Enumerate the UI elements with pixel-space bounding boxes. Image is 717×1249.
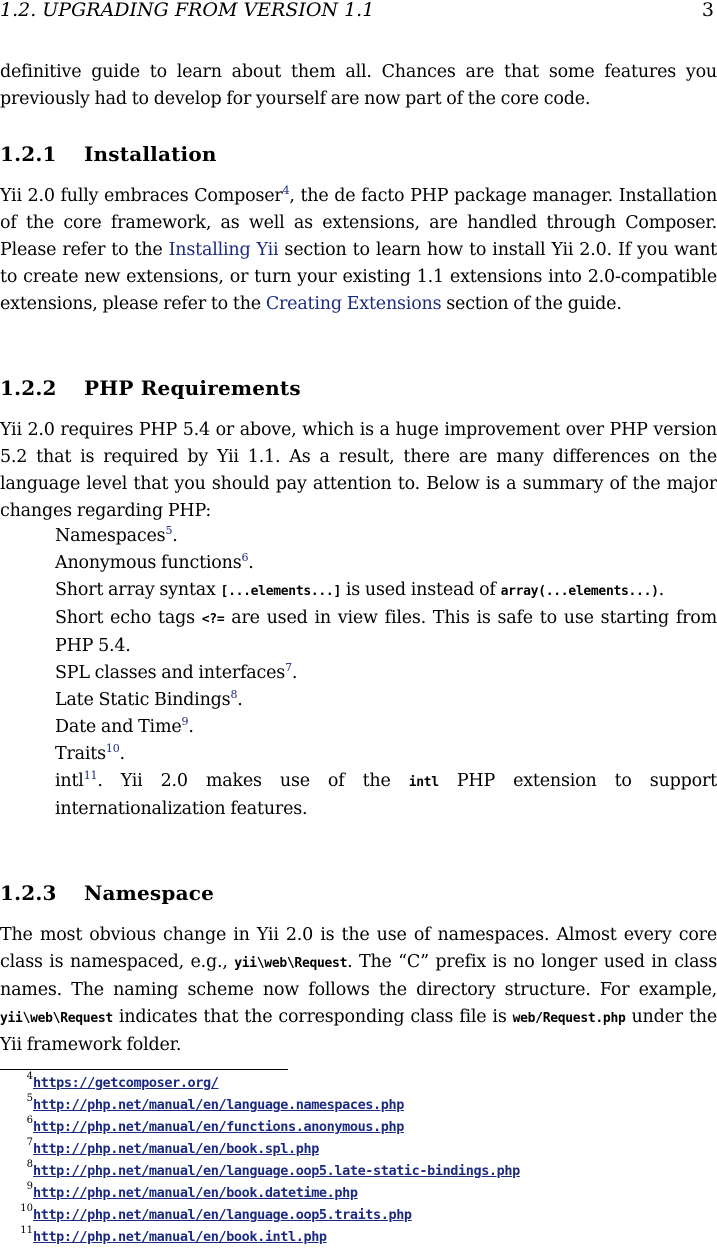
list-item — [55, 605, 717, 660]
item-text: Anonymous functions — [55, 553, 242, 573]
php-requirements-paragraph: Yii 2.0 requires PHP 5.4 or above, which is a huge improvement over PHP version 5.2 that is required by Yii 1.1. As a result, there are many differences on the language level that you should pay attention to. Below is a summary of the major changes regarding PHP: — [0, 420, 717, 521]
code-snippet: [...elements...] — [220, 584, 341, 599]
item-text: is used instead of — [340, 580, 501, 600]
footnote — [0, 1226, 717, 1248]
php-changes-list — [55, 523, 717, 823]
footnote — [0, 1072, 717, 1094]
item-text: Late Static Bindings — [55, 690, 231, 710]
section-heading-php-requirements — [0, 374, 301, 402]
section-title: Installation — [84, 142, 217, 166]
item-text: intl — [55, 771, 84, 791]
list-item — [55, 687, 717, 714]
running-header — [0, 0, 717, 22]
code-snippet: yii\web\Request — [0, 1011, 113, 1026]
code-snippet: web/Request.php — [512, 1011, 626, 1026]
item-text: Traits — [55, 744, 106, 764]
footnote — [0, 1204, 717, 1226]
text-run: , the de facto PHP package manager. Installation of the core framework, as well as extensions, are handled through Composer. Please refer to the — [0, 186, 717, 260]
list-item — [55, 550, 717, 577]
text-run: section of the guide. — [441, 294, 622, 314]
footnote-number: 6 — [26, 1115, 33, 1126]
footnote-number: 5 — [26, 1093, 33, 1104]
item-punct: . — [172, 526, 178, 546]
footnote-ref-10[interactable]: 10 — [105, 742, 120, 756]
text-run: Yii 2.0 fully embraces Composer — [0, 186, 283, 206]
code-snippet: intl — [408, 775, 439, 790]
item-text: SPL classes and interfaces — [55, 663, 286, 683]
list-item — [55, 768, 717, 823]
list-item — [55, 741, 717, 768]
item-punct: . — [188, 717, 194, 737]
list-item — [55, 714, 717, 741]
list-item — [55, 577, 717, 605]
footnote-number: 8 — [26, 1159, 33, 1170]
footnote-ref-11[interactable]: 11 — [83, 769, 98, 783]
section-number: 1.2.1 — [0, 142, 57, 166]
footnote — [0, 1094, 717, 1116]
installation-paragraph — [0, 183, 717, 318]
footnote-rule — [0, 1069, 288, 1070]
footnote-ref-9[interactable]: 9 — [181, 715, 189, 729]
footnote — [0, 1116, 717, 1138]
list-item — [55, 523, 717, 550]
footnote-number: 10 — [20, 1203, 33, 1214]
code-snippet: array(...elements...) — [500, 584, 659, 599]
item-text: Short echo tags — [55, 608, 202, 628]
section-number: 1.2.3 — [0, 881, 57, 905]
section-title: PHP Requirements — [84, 376, 301, 400]
item-text: Date and Time — [55, 717, 182, 737]
footnote-url[interactable]: http://php.net/manual/en/functions.anonymous.php — [33, 1119, 404, 1135]
section-title: Namespace — [84, 881, 215, 905]
code-snippet: <?= — [201, 612, 225, 627]
footnote-ref-5[interactable]: 5 — [165, 524, 173, 538]
footnote-ref-8[interactable]: 8 — [230, 688, 238, 702]
footnote-number: 7 — [26, 1137, 33, 1148]
text-run: indicates that the corresponding class file is — [112, 1007, 513, 1027]
item-punct: . — [237, 690, 243, 710]
text-run: under the Yii framework folder. — [0, 1007, 717, 1055]
creating-extensions-link[interactable]: Creating Extensions — [265, 294, 442, 314]
text-run: section to learn how to install Yii 2.0. If you want to create new extensions, or turn your existing 1.1 extensions into 2.0-compatible extensions, please refer to the — [0, 240, 717, 314]
item-text: Namespaces — [55, 526, 166, 546]
code-snippet: yii\web\Request — [234, 956, 348, 971]
footnote-number: 9 — [26, 1181, 33, 1192]
installing-yii-link[interactable]: Installing Yii — [168, 240, 279, 260]
footnote-number: 11 — [20, 1225, 33, 1236]
footnote-url[interactable]: http://php.net/manual/en/book.datetime.php — [33, 1185, 358, 1201]
section-heading-namespace — [0, 879, 214, 907]
footnote — [0, 1160, 717, 1182]
footnote — [0, 1182, 717, 1204]
footnote — [0, 1138, 717, 1160]
section-heading-installation — [0, 140, 217, 168]
text-run: The most obvious change in Yii 2.0 is the use of namespaces. Almost every core class is namespaced, e.g., — [0, 925, 717, 972]
namespace-paragraph — [0, 922, 717, 1059]
footnote-url[interactable]: http://php.net/manual/en/language.oop5.traits.php — [33, 1207, 412, 1223]
item-text: PHP extension to support internationalization features. — [55, 771, 717, 819]
footnote-ref-6[interactable]: 6 — [241, 551, 249, 565]
footnote-url[interactable]: http://php.net/manual/en/language.oop5.late-static-bindings.php — [33, 1163, 520, 1179]
footnote-url[interactable]: http://php.net/manual/en/book.spl.php — [33, 1141, 319, 1157]
footnotes-list — [0, 1072, 717, 1248]
item-punct: . — [119, 744, 125, 764]
footnote-url[interactable]: https://getcomposer.org/ — [33, 1075, 219, 1091]
intro-paragraph: definitive guide to learn about them all. Chances are that some features you previously had to develop for yourself are now part of the core code. — [0, 62, 717, 109]
item-punct: . — [291, 663, 298, 683]
footnote-ref-4[interactable]: 4 — [282, 184, 290, 198]
item-punct: . — [248, 553, 254, 573]
page-number: 3 — [701, 0, 714, 21]
item-text: are used in view files. This is safe to use starting from PHP 5.4. — [55, 608, 717, 656]
item-text: Short array syntax — [55, 580, 221, 600]
text-run: . The “C” prefix is no longer used in class names. The naming scheme now follows the directory structure. For example, — [0, 952, 717, 1000]
item-punct: . — [658, 580, 665, 600]
footnote-url[interactable]: http://php.net/manual/en/book.intl.php — [33, 1229, 327, 1245]
footnote-number: 4 — [26, 1071, 33, 1082]
footnote-ref-7[interactable]: 7 — [285, 661, 292, 675]
footnote-url[interactable]: http://php.net/manual/en/language.namespaces.php — [33, 1097, 404, 1113]
header-section-title: 1.2. UPGRADING FROM VERSION 1.1 — [0, 0, 375, 21]
list-item — [55, 660, 717, 687]
section-number: 1.2.2 — [0, 376, 57, 400]
item-text: . Yii 2.0 makes use of the — [97, 771, 409, 791]
